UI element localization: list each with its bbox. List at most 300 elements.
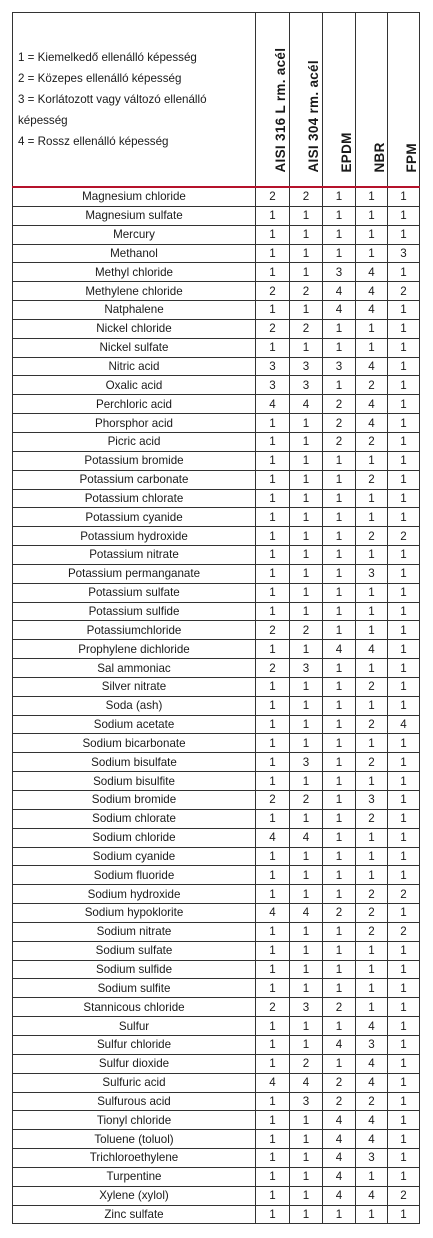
resistance-rating: 2 [323,904,356,923]
resistance-rating: 1 [388,338,420,357]
resistance-rating: 1 [290,470,323,489]
resistance-rating: 1 [290,602,323,621]
resistance-rating: 1 [388,451,420,470]
resistance-rating: 1 [256,847,290,866]
table-row [13,319,420,338]
resistance-rating: 1 [323,546,356,565]
resistance-rating: 2 [323,395,356,414]
resistance-rating: 1 [290,414,323,433]
resistance-rating: 1 [256,772,290,791]
chemical-name: Potassium permanganate [13,564,256,583]
resistance-rating: 4 [290,828,323,847]
resistance-rating: 1 [356,546,388,565]
resistance-rating: 1 [256,301,290,320]
resistance-rating: 1 [356,583,388,602]
resistance-rating: 2 [323,414,356,433]
table-row [13,187,420,206]
resistance-rating: 4 [323,1111,356,1130]
table-row [13,395,420,414]
resistance-rating: 2 [356,527,388,546]
resistance-rating: 1 [388,659,420,678]
chemical-name: Sodium sulfate [13,941,256,960]
table-row [13,734,420,753]
chemical-name: Phorsphor acid [13,414,256,433]
resistance-rating: 4 [356,414,388,433]
resistance-rating: 2 [256,282,290,301]
resistance-rating: 1 [256,1017,290,1036]
resistance-rating: 1 [256,979,290,998]
resistance-rating: 1 [356,338,388,357]
resistance-rating: 1 [323,508,356,527]
resistance-rating: 1 [323,489,356,508]
table-row [13,696,420,715]
chemical-name: Zinc sulfate [13,1205,256,1224]
resistance-rating: 1 [256,225,290,244]
resistance-rating: 1 [388,1054,420,1073]
resistance-rating: 1 [256,263,290,282]
chemical-name: Sodium chloride [13,828,256,847]
resistance-rating: 1 [290,696,323,715]
resistance-rating: 1 [256,508,290,527]
resistance-rating: 2 [356,1092,388,1111]
resistance-rating: 1 [388,319,420,338]
resistance-rating: 4 [256,395,290,414]
resistance-rating: 4 [356,263,388,282]
resistance-rating: 1 [290,979,323,998]
resistance-rating: 1 [388,941,420,960]
resistance-rating: 1 [290,734,323,753]
chemical-name: Perchloric acid [13,395,256,414]
resistance-rating: 1 [256,1130,290,1149]
resistance-rating: 2 [290,621,323,640]
resistance-rating: 1 [388,866,420,885]
table-row [13,1205,420,1224]
chemical-name: Turpentine [13,1167,256,1186]
resistance-rating: 4 [290,395,323,414]
resistance-rating: 2 [323,432,356,451]
resistance-rating: 1 [323,225,356,244]
resistance-rating: 2 [356,470,388,489]
resistance-rating: 1 [356,734,388,753]
resistance-rating: 1 [256,1186,290,1205]
resistance-rating: 1 [388,1149,420,1168]
table-row [13,414,420,433]
resistance-rating: 4 [323,1035,356,1054]
resistance-rating: 1 [388,470,420,489]
table-row [13,1111,420,1130]
table-row [13,659,420,678]
resistance-rating: 1 [256,1035,290,1054]
table-row [13,357,420,376]
resistance-rating: 1 [290,1205,323,1224]
resistance-rating: 4 [356,1017,388,1036]
resistance-rating: 1 [356,225,388,244]
table-row [13,979,420,998]
chemical-name: Potassium hydroxide [13,527,256,546]
resistance-rating: 1 [256,715,290,734]
table-row [13,338,420,357]
table-row [13,602,420,621]
table-row [13,432,420,451]
resistance-rating: 1 [356,508,388,527]
table-row [13,1092,420,1111]
chemical-name: Potassium chlorate [13,489,256,508]
resistance-rating: 1 [290,432,323,451]
resistance-rating: 1 [323,809,356,828]
resistance-rating: 1 [290,866,323,885]
table-body [13,187,420,1224]
resistance-rating: 1 [290,338,323,357]
chemical-name: Nickel chloride [13,319,256,338]
resistance-rating: 2 [356,715,388,734]
resistance-rating: 1 [388,508,420,527]
resistance-rating: 1 [290,1186,323,1205]
resistance-rating: 1 [290,451,323,470]
resistance-rating: 1 [323,319,356,338]
resistance-rating: 2 [356,904,388,923]
resistance-rating: 1 [323,564,356,583]
table-row [13,847,420,866]
resistance-rating: 4 [356,1186,388,1205]
resistance-rating: 1 [356,319,388,338]
resistance-rating: 1 [323,828,356,847]
resistance-rating: 1 [323,941,356,960]
legend-item: 4 = Rossz ellenálló képesség [18,135,169,148]
resistance-rating: 1 [356,696,388,715]
resistance-rating: 1 [388,301,420,320]
resistance-rating: 1 [356,828,388,847]
resistance-rating: 4 [356,301,388,320]
table-row [13,904,420,923]
resistance-rating: 1 [323,451,356,470]
resistance-rating: 4 [356,1111,388,1130]
chemical-name: Potassium bromide [13,451,256,470]
resistance-rating: 3 [290,659,323,678]
chemical-name: Sulfur [13,1017,256,1036]
resistance-rating: 1 [356,621,388,640]
resistance-rating: 3 [356,1149,388,1168]
resistance-rating: 2 [290,791,323,810]
table-row [13,225,420,244]
resistance-rating: 1 [290,546,323,565]
table-row [13,1035,420,1054]
resistance-rating: 1 [356,866,388,885]
chemical-name: Sodium chlorate [13,809,256,828]
table-row [13,753,420,772]
resistance-rating: 3 [356,564,388,583]
chemical-name: Potassium sulfide [13,602,256,621]
resistance-rating: 2 [256,659,290,678]
resistance-rating: 1 [290,677,323,696]
resistance-rating: 1 [323,621,356,640]
resistance-rating: 4 [290,904,323,923]
resistance-rating: 1 [356,772,388,791]
resistance-rating: 2 [256,187,290,206]
resistance-rating: 1 [256,451,290,470]
resistance-rating: 1 [388,1167,420,1186]
resistance-rating: 1 [256,677,290,696]
resistance-rating: 1 [323,847,356,866]
resistance-rating: 2 [356,677,388,696]
resistance-rating: 2 [388,922,420,941]
table-row [13,470,420,489]
resistance-rating: 1 [388,1092,420,1111]
resistance-rating: 3 [290,1092,323,1111]
table-row [13,791,420,810]
resistance-rating: 1 [256,885,290,904]
resistance-rating: 1 [256,546,290,565]
resistance-rating: 1 [290,1035,323,1054]
resistance-rating: 3 [356,791,388,810]
resistance-rating: 4 [388,715,420,734]
resistance-rating: 1 [356,659,388,678]
chemical-name: Nitric acid [13,357,256,376]
resistance-rating: 1 [388,640,420,659]
resistance-rating: 2 [388,282,420,301]
resistance-rating: 1 [290,527,323,546]
resistance-rating: 2 [356,753,388,772]
resistance-rating: 1 [256,1054,290,1073]
resistance-rating: 1 [388,225,420,244]
resistance-rating: 1 [256,489,290,508]
resistance-rating: 1 [323,206,356,225]
resistance-rating: 4 [323,1149,356,1168]
resistance-rating: 1 [290,922,323,941]
resistance-rating: 1 [323,1017,356,1036]
table-row [13,206,420,225]
chemical-name: Sodium acetate [13,715,256,734]
resistance-rating: 1 [388,734,420,753]
resistance-rating: 1 [388,809,420,828]
table-row [13,1017,420,1036]
resistance-rating: 2 [256,791,290,810]
table-row [13,546,420,565]
table-row [13,922,420,941]
table-row [13,489,420,508]
resistance-rating: 1 [356,960,388,979]
resistance-rating: 1 [323,753,356,772]
resistance-rating: 1 [323,677,356,696]
resistance-rating: 1 [388,376,420,395]
resistance-rating: 1 [323,376,356,395]
table-row [13,282,420,301]
resistance-rating: 4 [323,282,356,301]
resistance-rating: 4 [356,1054,388,1073]
resistance-rating: 1 [388,828,420,847]
table-row [13,885,420,904]
resistance-rating: 3 [290,357,323,376]
resistance-rating: 4 [356,640,388,659]
rating-legend [13,13,256,188]
resistance-rating: 1 [256,1111,290,1130]
resistance-rating: 1 [323,885,356,904]
resistance-rating: 1 [388,206,420,225]
resistance-rating: 1 [356,998,388,1017]
resistance-rating: 1 [290,206,323,225]
resistance-rating: 1 [388,1111,420,1130]
resistance-rating: 1 [256,696,290,715]
table-row [13,1167,420,1186]
table-row [13,564,420,583]
resistance-rating: 1 [323,960,356,979]
chemical-name: Potassium cyanide [13,508,256,527]
chemical-name: Soda (ash) [13,696,256,715]
resistance-rating: 2 [356,432,388,451]
resistance-rating: 1 [256,244,290,263]
resistance-rating: 1 [388,1205,420,1224]
resistance-rating: 1 [323,527,356,546]
table-row [13,508,420,527]
resistance-rating: 1 [356,941,388,960]
resistance-rating: 1 [256,338,290,357]
resistance-rating: 1 [290,847,323,866]
resistance-rating: 4 [290,1073,323,1092]
resistance-rating: 1 [290,489,323,508]
resistance-rating: 2 [388,885,420,904]
chemical-name: Sodium nitrate [13,922,256,941]
resistance-rating: 1 [388,847,420,866]
resistance-rating: 1 [388,395,420,414]
resistance-rating: 1 [323,244,356,263]
resistance-rating: 1 [388,489,420,508]
resistance-rating: 1 [256,564,290,583]
resistance-rating: 2 [356,922,388,941]
resistance-rating: 1 [323,772,356,791]
resistance-rating: 1 [290,960,323,979]
resistance-rating: 1 [290,564,323,583]
chemical-name: Methanol [13,244,256,263]
chemical-name: Methyl chloride [13,263,256,282]
chemical-name: Sulfur chloride [13,1035,256,1054]
legend-item: 3 = Korlátozott vagy változó ellenálló képesség [18,93,207,127]
table-row [13,1130,420,1149]
chemical-name: Sodium hypoklorite [13,904,256,923]
resistance-rating: 1 [290,941,323,960]
resistance-rating: 2 [323,1092,356,1111]
chemical-name: Potassium sulfate [13,583,256,602]
table-row [13,772,420,791]
column-header-fpm: FPM [388,13,420,188]
resistance-rating: 1 [256,753,290,772]
resistance-rating: 3 [388,244,420,263]
resistance-rating: 1 [256,583,290,602]
table-row [13,715,420,734]
chemical-name: Natphalene [13,301,256,320]
resistance-rating: 1 [356,244,388,263]
chemical-name: Prophylene dichloride [13,640,256,659]
resistance-rating: 2 [256,621,290,640]
resistance-rating: 3 [356,1035,388,1054]
resistance-rating: 1 [323,338,356,357]
resistance-rating: 1 [356,979,388,998]
resistance-rating: 1 [256,1205,290,1224]
resistance-rating: 1 [256,922,290,941]
chemical-name: Trichloroethylene [13,1149,256,1168]
resistance-rating: 1 [290,640,323,659]
chemical-name: Picric acid [13,432,256,451]
resistance-rating: 4 [323,301,356,320]
resistance-rating: 4 [356,1130,388,1149]
table-row [13,527,420,546]
chemical-name: Sodium sulfide [13,960,256,979]
resistance-rating: 3 [256,357,290,376]
resistance-rating: 1 [256,206,290,225]
chemical-name: Potassium nitrate [13,546,256,565]
resistance-rating: 1 [256,470,290,489]
table-row [13,828,420,847]
resistance-rating: 3 [290,376,323,395]
resistance-table-sheet [12,12,419,1224]
resistance-rating: 1 [256,527,290,546]
resistance-rating: 1 [388,564,420,583]
resistance-rating: 1 [323,979,356,998]
resistance-rating: 2 [290,187,323,206]
resistance-rating: 2 [323,998,356,1017]
chemical-name: Sodium bicarbonate [13,734,256,753]
resistance-rating: 1 [388,1017,420,1036]
chemical-name: Sodium cyanide [13,847,256,866]
resistance-rating: 2 [356,809,388,828]
resistance-rating: 1 [388,772,420,791]
resistance-rating: 1 [388,546,420,565]
chemical-name: Toluene (toluol) [13,1130,256,1149]
resistance-rating: 1 [290,1149,323,1168]
resistance-rating: 1 [323,583,356,602]
resistance-rating: 1 [388,357,420,376]
table-row [13,941,420,960]
resistance-rating: 1 [256,1149,290,1168]
chemical-name: Magnesium chloride [13,187,256,206]
legend-item: 2 = Közepes ellenálló képesség [18,72,182,85]
chemical-name: Stannicous chloride [13,998,256,1017]
chemical-name: Mercury [13,225,256,244]
chemical-name: Sulfur dioxide [13,1054,256,1073]
resistance-rating: 1 [256,1092,290,1111]
resistance-rating: 1 [256,866,290,885]
chemical-name: Oxalic acid [13,376,256,395]
chemical-name: Sodium sulfite [13,979,256,998]
resistance-rating: 2 [256,319,290,338]
resistance-rating: 1 [388,791,420,810]
chemical-name: Sulfurous acid [13,1092,256,1111]
resistance-rating: 1 [388,696,420,715]
resistance-rating: 2 [356,885,388,904]
resistance-rating: 4 [323,640,356,659]
resistance-rating: 1 [323,1054,356,1073]
resistance-rating: 1 [356,187,388,206]
resistance-rating: 1 [290,263,323,282]
column-header-aisi-304: AISI 304 rm. acél [290,13,323,188]
resistance-rating: 1 [388,602,420,621]
table-row [13,1073,420,1092]
resistance-rating: 1 [356,451,388,470]
resistance-rating: 1 [388,1073,420,1092]
resistance-rating: 1 [256,960,290,979]
chemical-name: Potassium carbonate [13,470,256,489]
resistance-rating: 1 [256,602,290,621]
resistance-rating: 1 [323,734,356,753]
resistance-rating: 4 [356,282,388,301]
resistance-rating: 1 [356,602,388,621]
resistance-rating: 4 [356,357,388,376]
resistance-rating: 1 [388,904,420,923]
resistance-rating: 1 [388,621,420,640]
resistance-rating: 1 [323,659,356,678]
table-row [13,866,420,885]
resistance-rating: 1 [356,489,388,508]
resistance-rating: 1 [256,640,290,659]
resistance-rating: 1 [388,998,420,1017]
